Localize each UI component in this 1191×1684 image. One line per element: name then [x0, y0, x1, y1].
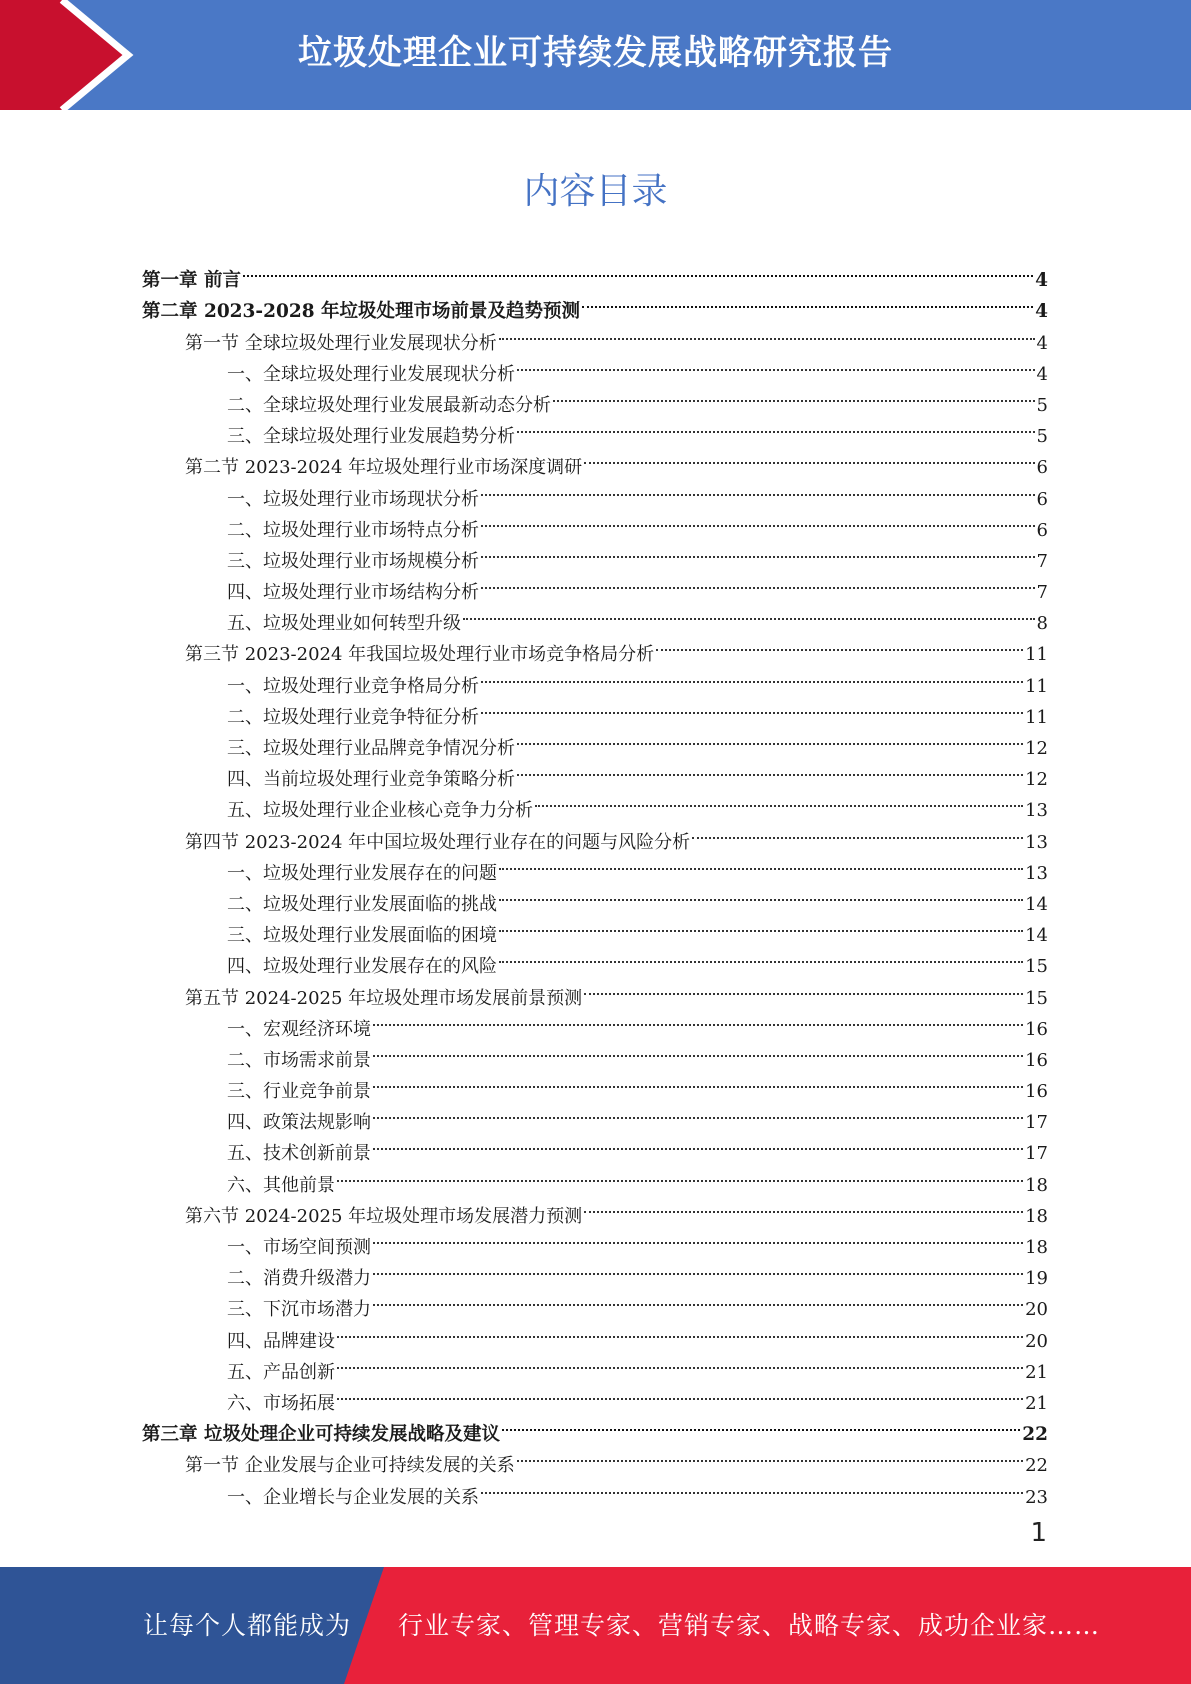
toc-dot-leader — [499, 879, 1023, 910]
toc-entry-page: 12 — [1025, 738, 1048, 759]
toc-entry-label: 第一节 企业发展与企业可持续发展的关系 — [185, 1455, 515, 1477]
toc-dot-leader — [692, 816, 1023, 847]
toc-entry-page: 11 — [1025, 675, 1048, 697]
toc-entry-page: 14 — [1025, 925, 1048, 947]
toc-entry-page: 4 — [1036, 332, 1048, 354]
toc-entry-label: 第一节 全球垃圾处理行业发展现状分析 — [185, 332, 497, 354]
toc-entry-label: 四、政策法规影响 — [227, 1112, 371, 1134]
toc-entry-page: 8 — [1036, 613, 1048, 635]
toc-dot-leader — [481, 692, 1023, 723]
toc-entry-page: 6 — [1036, 457, 1048, 479]
toc-entry-page: 5 — [1036, 394, 1048, 416]
toc-entry-label: 三、垃圾处理行业品牌竞争情况分析 — [227, 738, 515, 759]
toc-chapter-entry[interactable] — [142, 255, 1048, 292]
toc-entry-label: 第三章 垃圾处理企业可持续发展战略及建议 — [142, 1424, 500, 1446]
toc-entry-label: 四、垃圾处理行业市场结构分析 — [227, 582, 479, 604]
footer-slogan-left: 让每个人都能成为 — [143, 1611, 352, 1640]
toc-entry-page: 15 — [1025, 956, 1048, 978]
toc-dot-leader — [499, 941, 1023, 972]
toc-dot-leader — [243, 255, 1033, 286]
toc-entry-page: 4 — [1035, 270, 1048, 292]
toc-dot-leader — [517, 411, 1035, 442]
toc-entry-page: 13 — [1025, 831, 1048, 853]
toc-dot-leader — [337, 1347, 1023, 1378]
toc-dot-leader — [481, 660, 1023, 691]
toc-entry-page: 23 — [1025, 1486, 1048, 1508]
toc-entry-page: 18 — [1025, 1205, 1048, 1227]
toc-entry-page: 11 — [1025, 706, 1048, 728]
toc-entry-label: 二、消费升级潜力 — [227, 1268, 371, 1290]
toc-entry-label: 第三节 2023-2024 年我国垃圾处理行业市场竞争格局分析 — [185, 644, 655, 666]
table-of-contents — [142, 255, 1048, 1508]
toc-dot-leader — [373, 1097, 1023, 1128]
toc-entry-label: 三、全球垃圾处理行业发展趋势分析 — [227, 426, 515, 448]
toc-dot-leader — [373, 1066, 1023, 1097]
toc-dot-leader — [481, 567, 1035, 598]
toc-dot-leader — [499, 848, 1023, 879]
toc-dot-leader — [373, 1253, 1023, 1284]
toc-entry-page: 6 — [1036, 488, 1048, 510]
toc-heading: 内容目录 — [523, 171, 668, 212]
toc-entry-page: 16 — [1025, 1018, 1048, 1040]
toc-entry-page: 17 — [1025, 1143, 1048, 1165]
toc-entry-page: 4 — [1036, 363, 1048, 385]
toc-entry-label: 五、垃圾处理业如何转型升级 — [227, 613, 461, 635]
toc-entry-label: 一、垃圾处理行业竞争格局分析 — [227, 675, 479, 697]
toc-entry-label: 第一章 前言 — [142, 270, 241, 292]
toc-entry-label: 一、全球垃圾处理行业发展现状分析 — [227, 363, 515, 385]
toc-entry-label: 四、品牌建设 — [227, 1330, 335, 1352]
toc-dot-leader — [517, 349, 1035, 380]
toc-dot-leader — [535, 785, 1023, 816]
toc-entry-label: 二、垃圾处理行业竞争特征分析 — [227, 706, 479, 728]
toc-dot-leader — [553, 380, 1035, 411]
toc-dot-leader — [584, 1191, 1023, 1222]
toc-entry-label: 第四节 2023-2024 年中国垃圾处理行业存在的问题与风险分析 — [185, 831, 691, 853]
toc-entry-label: 二、全球垃圾处理行业发展最新动态分析 — [227, 394, 551, 416]
toc-dot-leader — [337, 1315, 1023, 1346]
toc-entry-page: 21 — [1025, 1392, 1048, 1414]
toc-entry-label: 三、垃圾处理行业市场规模分析 — [227, 550, 479, 572]
toc-entry-label: 三、下沉市场潜力 — [227, 1299, 371, 1321]
toc-dot-leader — [584, 972, 1023, 1003]
toc-entry-page: 15 — [1025, 987, 1048, 1009]
toc-entry-label: 五、产品创新 — [227, 1361, 335, 1383]
toc-entry-page: 7 — [1036, 550, 1048, 572]
toc-dot-leader — [584, 442, 1034, 473]
toc-entry-page: 7 — [1036, 582, 1048, 604]
toc-entry-page: 13 — [1025, 862, 1048, 884]
toc-dot-leader — [481, 1471, 1023, 1502]
toc-entry-page: 16 — [1025, 1081, 1048, 1103]
toc-dot-leader — [517, 723, 1023, 754]
toc-chapter-entry[interactable] — [142, 286, 1048, 323]
toc-entry-page: 11 — [1025, 644, 1048, 666]
toc-dot-leader — [582, 286, 1033, 317]
toc-entry-label: 一、企业增长与企业发展的关系 — [227, 1486, 479, 1508]
toc-entry-page: 22 — [1025, 1455, 1048, 1477]
toc-entry-label: 六、市场拓展 — [227, 1392, 335, 1414]
toc-entry-label: 四、垃圾处理行业发展存在的风险 — [227, 956, 497, 978]
page-number: 1 — [1030, 1518, 1047, 1548]
toc-entry-page: 21 — [1025, 1361, 1048, 1383]
toc-entry-page: 19 — [1025, 1268, 1048, 1290]
toc-entry-page: 5 — [1036, 426, 1048, 448]
toc-dot-leader — [502, 1409, 1020, 1440]
toc-entry-label: 三、行业竞争前景 — [227, 1081, 371, 1103]
toc-dot-leader — [481, 473, 1035, 504]
toc-dot-leader — [337, 1159, 1023, 1190]
toc-entry-page: 20 — [1025, 1330, 1048, 1352]
toc-dot-leader — [499, 910, 1023, 941]
toc-entry-page: 12 — [1025, 769, 1048, 791]
toc-entry-page: 17 — [1025, 1112, 1048, 1134]
toc-entry-label: 四、当前垃圾处理行业竞争策略分析 — [227, 769, 515, 791]
footer-banner — [0, 1567, 1191, 1684]
toc-entry-label: 第六节 2024-2025 年垃圾处理市场发展潜力预测 — [185, 1205, 583, 1227]
footer-slogan-right: 行业专家、管理专家、营销专家、战略专家、成功企业家…… — [398, 1611, 1101, 1640]
toc-entry-label: 三、垃圾处理行业发展面临的困境 — [227, 925, 497, 947]
toc-entry-page: 14 — [1025, 893, 1048, 915]
toc-dot-leader — [463, 598, 1035, 629]
toc-entry-label: 一、宏观经济环境 — [227, 1018, 371, 1040]
toc-entry-page: 18 — [1025, 1174, 1048, 1196]
toc-dot-leader — [373, 1004, 1023, 1035]
toc-dot-leader — [481, 505, 1035, 536]
toc-entry-page: 16 — [1025, 1049, 1048, 1071]
toc-dot-leader — [373, 1222, 1023, 1253]
toc-dot-leader — [373, 1128, 1023, 1159]
toc-entry-label: 六、其他前景 — [227, 1174, 335, 1196]
toc-entry-label: 二、市场需求前景 — [227, 1049, 371, 1071]
header-banner — [0, 0, 1191, 110]
toc-dot-leader — [517, 1440, 1023, 1471]
toc-entry-page: 13 — [1025, 800, 1048, 822]
toc-entry-label: 第二章 2023-2028 年垃圾处理市场前景及趋势预测 — [142, 301, 581, 323]
toc-dot-leader — [517, 754, 1023, 785]
report-title: 垃圾处理企业可持续发展战略研究报告 — [298, 33, 893, 73]
toc-entry-label: 一、垃圾处理行业发展存在的问题 — [227, 862, 497, 884]
toc-dot-leader — [373, 1284, 1023, 1315]
toc-entry-label: 一、市场空间预测 — [227, 1237, 371, 1258]
toc-entry-page: 18 — [1025, 1237, 1048, 1258]
toc-entry-page: 6 — [1036, 519, 1048, 541]
toc-entry-label: 第五节 2024-2025 年垃圾处理市场发展前景预测 — [185, 987, 583, 1009]
toc-entry-label: 二、垃圾处理行业发展面临的挑战 — [227, 893, 497, 915]
toc-entry-label: 五、垃圾处理行业企业核心竞争力分析 — [227, 800, 533, 822]
toc-dot-leader — [656, 629, 1023, 660]
toc-entry-page: 4 — [1035, 301, 1048, 323]
toc-entry-label: 五、技术创新前景 — [227, 1143, 371, 1165]
toc-entry-label: 一、垃圾处理行业市场现状分析 — [227, 488, 479, 510]
toc-entry-label: 二、垃圾处理行业市场特点分析 — [227, 519, 479, 541]
toc-dot-leader — [499, 317, 1035, 348]
toc-entry-label: 第二节 2023-2024 年垃圾处理行业市场深度调研 — [185, 457, 583, 479]
toc-entry-page: 20 — [1025, 1299, 1048, 1321]
toc-dot-leader — [337, 1378, 1023, 1409]
toc-dot-leader — [481, 536, 1035, 567]
toc-dot-leader — [373, 1035, 1023, 1066]
toc-entry-page: 22 — [1022, 1424, 1048, 1446]
